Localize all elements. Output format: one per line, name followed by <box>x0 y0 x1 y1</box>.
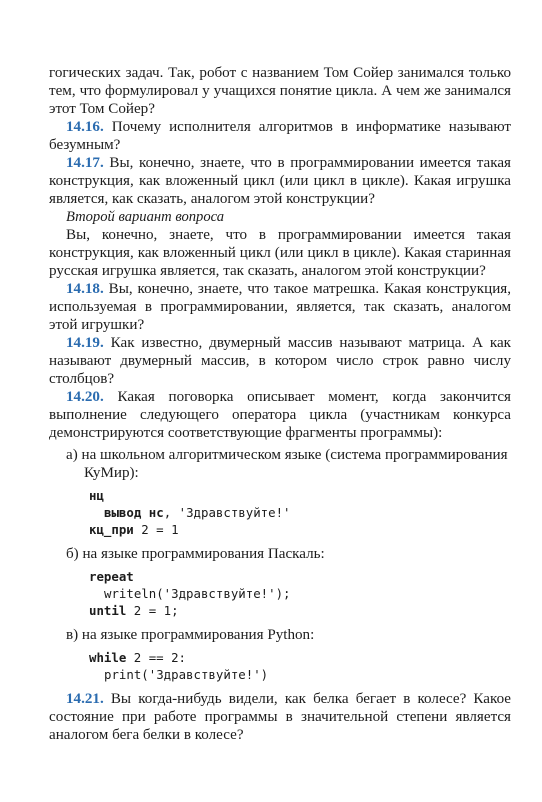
intro-paragraph: гогических задач. Так, робот с названием Том Сойер занимался только тем, что формулировал у учащихся понятие цикла. А чем же занимался этот Том Сойер? <box>49 65 511 117</box>
question-text: Как известно, двумерный массив называют матрица. А как называют двумерный массив, в котором число строк равно числу столбцов? <box>49 335 511 387</box>
variant-text: Вы, конечно, знаете, что в программировании имеется такая конструкция, как вложенный цикл (или цикл в цикле). Какая старинная русская игрушка является, так сказать, аналогом этой конструкции? <box>49 227 511 279</box>
question-14-16 <box>49 118 511 154</box>
question-number: 14.16. <box>66 119 104 135</box>
code-text: 2 = 1; <box>126 603 179 618</box>
code-line: writeln('Здравствуйте!'); <box>104 586 291 601</box>
code-line <box>89 487 511 504</box>
keyword: while <box>89 650 127 665</box>
question-text: Вы когда-нибудь видели, как белка бегает в колесе? Какое состояние при работе программы в значительной степени является аналогом бега белки в колесе? <box>49 691 511 743</box>
question-text: Вы, конечно, знаете, что в программировании имеется такая конструкция, как вложенный цикл (или цикл в цикле). Какая игрушка является, как сказать, аналогом этой конструкции? <box>49 155 511 207</box>
code-python <box>89 649 511 683</box>
variant-label: Второй вариант вопроса <box>66 209 225 225</box>
question-number: 14.17. <box>66 155 104 171</box>
code-text: , 'Здравствуйте!' <box>163 505 291 520</box>
item-python: в) на языке программирования Python: <box>66 627 315 643</box>
code-line <box>89 602 511 619</box>
code-text: 2 = 1 <box>133 522 179 537</box>
keyword: кц_при <box>89 522 134 537</box>
question-14-21 <box>49 690 511 744</box>
code-line <box>89 568 511 585</box>
question-14-17 <box>49 154 511 208</box>
code-line <box>89 649 511 666</box>
question-text: Почему исполнителя алгоритмов в информатике называют безумным? <box>49 119 511 153</box>
question-text: Вы, конечно, знаете, что такое матрешка. Какая конструкция, используемая в программировании, является, так сказать, аналогом этой игрушки? <box>49 281 511 333</box>
keyword: вывод нс <box>104 505 164 520</box>
code-pascal <box>89 568 511 619</box>
keyword: repeat <box>89 569 134 584</box>
question-text: Какая поговорка описывает момент, когда закончится выполнение следующего оператора цикла (участникам конкурса демонстрируются соответствующие фрагменты программы): <box>49 389 511 441</box>
question-14-20 <box>49 388 511 442</box>
code-text: 2 == 2: <box>126 650 186 665</box>
keyword: нц <box>89 488 104 503</box>
item-kumir: а) на школьном алгоритмическом языке (система программирования КуМир): <box>66 447 508 481</box>
question-number: 14.20. <box>66 389 104 405</box>
question-number: 14.19. <box>66 335 104 351</box>
question-number: 14.18. <box>66 281 104 297</box>
code-line <box>89 504 511 521</box>
keyword: until <box>89 603 127 618</box>
code-line <box>89 521 511 538</box>
code-line: print('Здравствуйте!') <box>104 667 269 682</box>
page-content <box>49 64 511 744</box>
question-14-18 <box>49 280 511 334</box>
question-number: 14.21. <box>66 691 104 707</box>
item-pascal: б) на языке программирования Паскаль: <box>66 546 325 562</box>
code-kumir <box>89 487 511 538</box>
question-14-19 <box>49 334 511 388</box>
